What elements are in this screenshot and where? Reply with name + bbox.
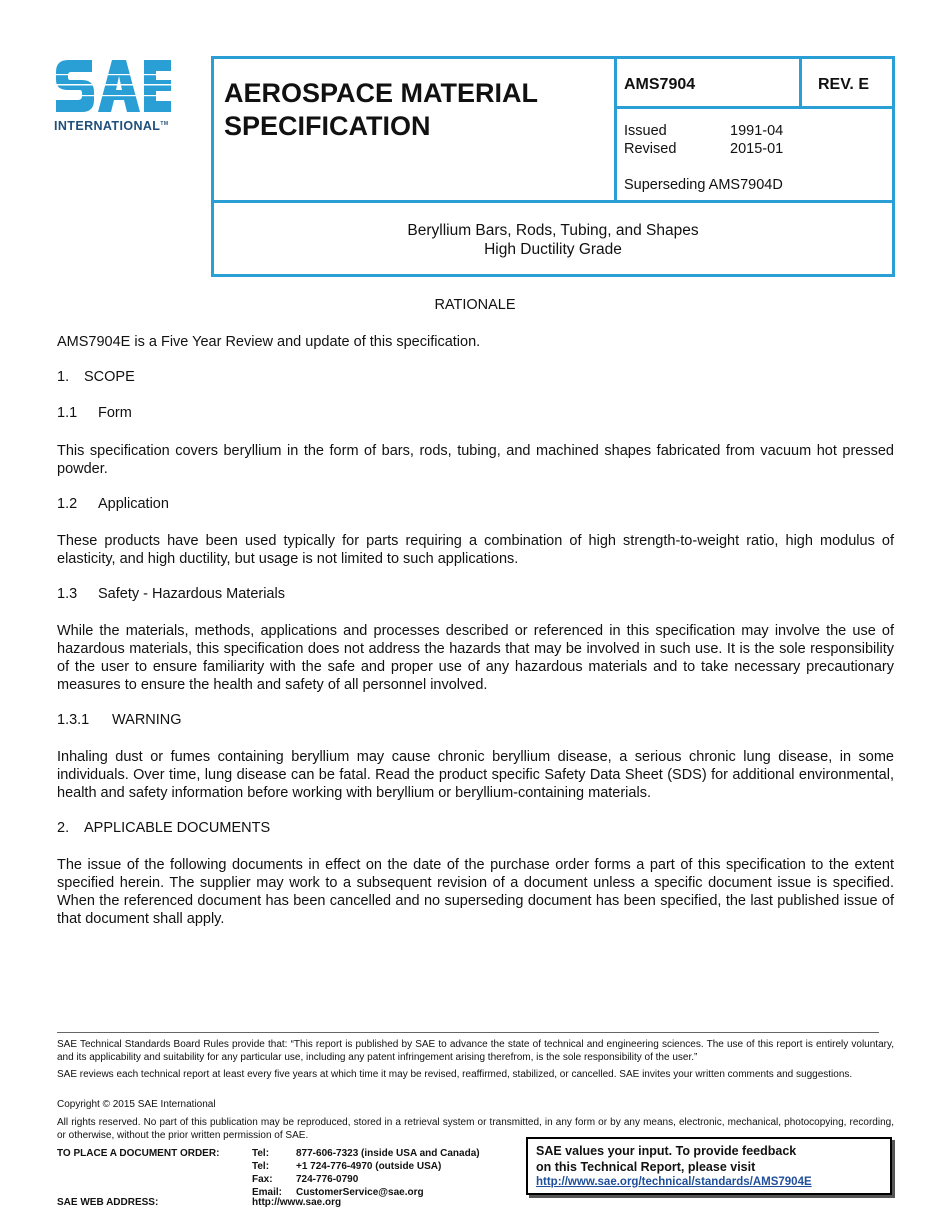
order-label: TO PLACE A DOCUMENT ORDER: [57, 1148, 220, 1159]
rationale-text: AMS7904E is a Five Year Review and update of this specification. [57, 334, 481, 350]
section-title: SCOPE [84, 369, 135, 385]
document-subject [211, 221, 895, 259]
feedback-link[interactable]: http://www.sae.org/technical/standards/AMS7904E [536, 1176, 812, 1188]
section-title: Form [98, 405, 132, 421]
sae-logo [54, 56, 184, 136]
header-divider [614, 56, 617, 203]
tel-label: Tel: [252, 1161, 270, 1172]
revised-value: 2015-01 [730, 141, 784, 157]
section-1-3-text: While the materials, methods, applications and processes described or referenced in this specification may involve the use of hazardous materials, this specification does not address the hazards that may be involved in such use. It is the sole responsibility of the user to ensure familiarity with the safe and proper use of any hazardous materials and to take necessary precautionary measures to ensure the health and safety of all personnel involved. [57, 623, 894, 693]
document-title-line1: AEROSPACE MATERIAL [224, 78, 539, 108]
issue-dates [624, 122, 783, 158]
copyright: Copyright © 2015 SAE International [57, 1099, 216, 1110]
order-contacts [252, 1147, 480, 1199]
review-notice: SAE reviews each technical report at least every five years at which time it may be revised, reaffirmed, stabilized, or cancelled. SAE invites your written comments and suggestions. [57, 1069, 853, 1080]
web-address-label: SAE WEB ADDRESS: [57, 1197, 159, 1208]
tel-value: 877-606-7323 (inside USA and Canada) [296, 1148, 480, 1159]
section-title: APPLICABLE DOCUMENTS [84, 820, 271, 836]
sae-logo-mark [54, 56, 172, 116]
section-1-3-heading [57, 586, 285, 602]
section-2-text: The issue of the following documents in effect on the date of the purchase order forms a part of this specification to the extent specified herein. The supplier may work to a subsequent revision of a document unless a specific document issue is specified. When the referenced document has been cancelled and no superseding document has been specified, the last published issue of that document shall apply. [57, 857, 894, 927]
header-divider [211, 200, 895, 203]
issued-value: 1991-04 [730, 123, 784, 139]
section-number: 1.2 [57, 496, 78, 512]
document-title-line2: SPECIFICATION [224, 111, 431, 141]
subject-line2: High Ductility Grade [484, 241, 622, 258]
revision-label: REV. E [818, 76, 869, 93]
feedback-text: on this Technical Report, please visit [536, 1160, 756, 1174]
tel-value: +1 724-776-4970 (outside USA) [296, 1161, 442, 1172]
issued-label: Issued [624, 123, 667, 139]
rights-notice: All rights reserved. No part of this publication may be reproduced, stored in a retrieval system or transmitted, in any form or by any means, electronic, mechanical, photocopying, recording, or otherwise, without the prior written permission of SAE. [57, 1117, 894, 1141]
section-1-2-heading [57, 496, 169, 512]
section-number: 1.3 [57, 586, 78, 602]
section-title: Application [98, 496, 169, 512]
section-number: 1.1 [57, 405, 78, 421]
standards-board-rules: SAE Technical Standards Board Rules provide that: “This report is published by SAE to advance the state of technical and engineering sciences. The use of this report is entirely voluntary, and its applicability and suitability for any particular use, including any patent infringement arising therefrom, is the sole responsibility of the user.” [57, 1039, 894, 1063]
spec-number: AMS7904 [624, 76, 696, 93]
tel-label: Tel: [252, 1148, 270, 1159]
section-2-heading [57, 820, 270, 836]
feedback-box [526, 1137, 892, 1195]
document-title [224, 77, 604, 143]
feedback-text: SAE values your input. To provide feedback [536, 1144, 797, 1158]
section-1-heading [57, 369, 135, 385]
section-number: 1. [57, 369, 70, 385]
section-1-1-text: This specification covers beryllium in the form of bars, rods, tubing, and machined shapes fabricated from vacuum hot pressed powder. [57, 443, 894, 477]
email-label: Email: [252, 1187, 283, 1198]
section-title: Safety - Hazardous Materials [98, 586, 285, 602]
section-1-1-heading [57, 405, 132, 421]
section-number: 2. [57, 820, 70, 836]
section-1-2-text: These products have been used typically for parts requiring a combination of high strength-to-weight ratio, high modulus of elasticity, and high ductility, but usage is not limited to such applications. [57, 533, 894, 567]
subject-line1: Beryllium Bars, Rods, Tubing, and Shapes [407, 222, 699, 239]
header-divider [614, 106, 895, 109]
logo-subtitle: INTERNATIONAL™ [54, 119, 169, 133]
web-address-link[interactable]: http://www.sae.org [252, 1197, 342, 1208]
rationale-heading: RATIONALE [434, 297, 516, 313]
section-title: WARNING [112, 712, 182, 728]
fax-value: 724-776-0790 [296, 1174, 359, 1185]
footer-divider [57, 1032, 879, 1033]
section-1-3-1-text: Inhaling dust or fumes containing beryllium may cause chronic beryllium disease, a serious chronic lung disease, in some individuals. Over time, lung disease can be fatal. Read the product specific Safety Data Sheet (SDS) for additional environmental, health and safety information before working with beryllium or beryllium-containing materials. [57, 749, 894, 801]
header-divider [799, 56, 802, 108]
section-1-3-1-heading [57, 712, 182, 728]
revised-label: Revised [624, 141, 677, 157]
section-number: 1.3.1 [57, 712, 90, 728]
email-link[interactable]: CustomerService@sae.org [296, 1187, 424, 1198]
superseding-note: Superseding AMS7904D [624, 177, 783, 193]
fax-label: Fax: [252, 1174, 273, 1185]
